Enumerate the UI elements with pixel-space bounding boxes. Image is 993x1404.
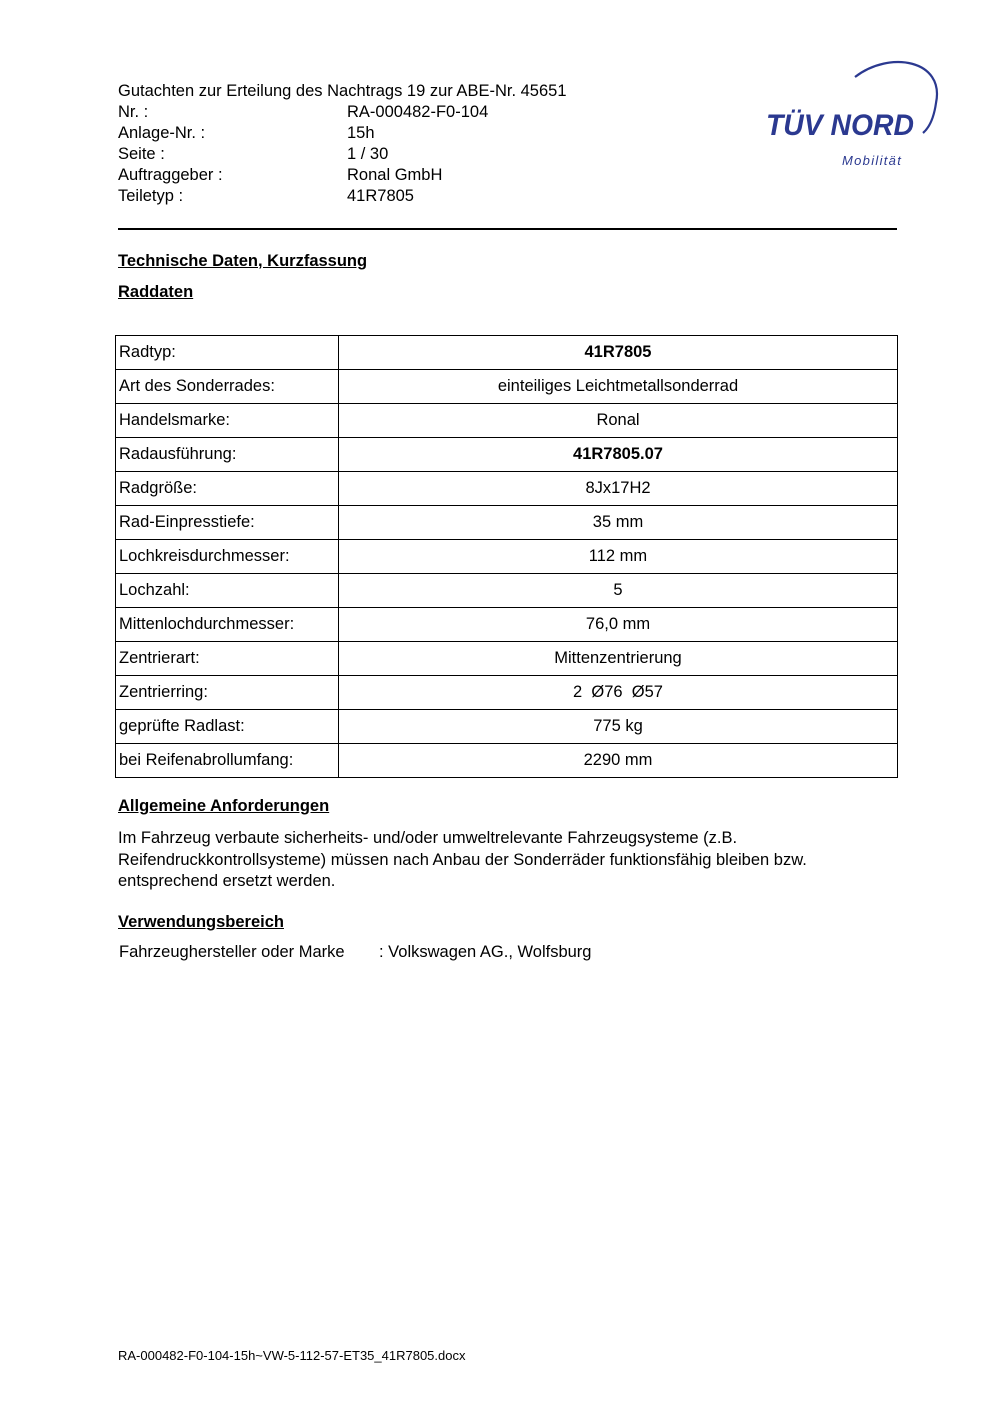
row-label: Art des Sonderrades:	[116, 370, 339, 404]
table-row	[116, 574, 898, 608]
paragraph-line: entsprechend ersetzt werden.	[118, 872, 336, 890]
table-row	[116, 540, 898, 574]
tuv-nord-logo	[760, 55, 945, 175]
section-tech-heading: Technische Daten, Kurzfassung	[118, 252, 368, 270]
row-label: Radausführung:	[116, 438, 339, 472]
row-label: geprüfte Radlast:	[116, 710, 339, 744]
section-raddaten-heading: Raddaten	[118, 283, 194, 301]
header-row-auftraggeber	[118, 165, 567, 186]
section-general-heading: Allgemeine Anforderungen	[118, 797, 330, 815]
header-value: 15h	[347, 124, 375, 142]
row-label: Rad-Einpresstiefe:	[116, 506, 339, 540]
document-header	[118, 81, 567, 207]
row-value: 775 kg	[339, 710, 898, 744]
row-label: Radtyp:	[116, 336, 339, 370]
header-value: 41R7805	[347, 187, 414, 205]
row-value: 35 mm	[339, 506, 898, 540]
header-title: Gutachten zur Erteilung des Nachtrags 19 zur ABE-Nr. 45651	[118, 82, 567, 100]
table-row	[116, 438, 898, 472]
row-label: Zentrierart:	[116, 642, 339, 676]
usage-label: Fahrzeughersteller oder Marke	[119, 943, 345, 961]
row-value: 112 mm	[339, 540, 898, 574]
header-label: Auftraggeber :	[118, 166, 223, 184]
row-value: 2290 mm	[339, 744, 898, 778]
table-row	[116, 370, 898, 404]
row-value: einteiliges Leichtmetallsonderrad	[339, 370, 898, 404]
row-value: 2 Ø76 Ø57	[339, 676, 898, 710]
header-label: Seite :	[118, 145, 165, 163]
header-label: Anlage-Nr. :	[118, 124, 206, 142]
table-row	[116, 336, 898, 370]
row-value: 8Jx17H2	[339, 472, 898, 506]
header-row-anlage	[118, 123, 567, 144]
header-row-nr	[118, 102, 567, 123]
header-row-teiletyp	[118, 186, 567, 207]
table-row	[116, 676, 898, 710]
table-row	[116, 744, 898, 778]
row-label: Mittenlochdurchmesser:	[116, 608, 339, 642]
row-label: Radgröße:	[116, 472, 339, 506]
section-usage-heading: Verwendungsbereich	[118, 913, 284, 931]
general-requirements-text	[118, 828, 908, 893]
logo-sub-text: Mobilität	[842, 153, 903, 168]
row-label: bei Reifenabrollumfang:	[116, 744, 339, 778]
row-label: Zentrierring:	[116, 676, 339, 710]
row-value: 41R7805.07	[339, 438, 898, 472]
row-value: 41R7805	[339, 336, 898, 370]
row-label: Lochzahl:	[116, 574, 339, 608]
header-divider	[118, 228, 897, 230]
raddaten-table	[115, 335, 898, 778]
usage-row	[119, 943, 591, 962]
paragraph-line: Reifendruckkontrollsysteme) müssen nach Anbau der Sonderräder funktionsfähig bleiben bzw.	[118, 850, 807, 869]
header-row-seite	[118, 144, 567, 165]
row-value: 76,0 mm	[339, 608, 898, 642]
logo-brand-text: TÜV NORD	[766, 109, 914, 142]
table-row	[116, 710, 898, 744]
header-label: Nr. :	[118, 103, 149, 121]
table-row	[116, 506, 898, 540]
header-label: Teiletyp :	[118, 187, 184, 205]
row-label: Lochkreisdurchmesser:	[116, 540, 339, 574]
table-row	[116, 472, 898, 506]
table-row	[116, 642, 898, 676]
usage-value: : Volkswagen AG., Wolfsburg	[379, 943, 592, 961]
paragraph-line: Im Fahrzeug verbaute sicherheits- und/oder umweltrelevante Fahrzeugsysteme (z.B.	[118, 829, 738, 847]
row-value: 5	[339, 574, 898, 608]
header-value: RA-000482-F0-104	[347, 103, 489, 121]
row-value: Mittenzentrierung	[339, 642, 898, 676]
table-row	[116, 608, 898, 642]
row-label: Handelsmarke:	[116, 404, 339, 438]
header-value: Ronal GmbH	[347, 166, 443, 184]
footer-filename: RA-000482-F0-104-15h~VW-5-112-57-ET35_41R7805.docx	[118, 1348, 466, 1363]
row-value: Ronal	[339, 404, 898, 438]
header-value: 1 / 30	[347, 145, 389, 163]
table-row	[116, 404, 898, 438]
